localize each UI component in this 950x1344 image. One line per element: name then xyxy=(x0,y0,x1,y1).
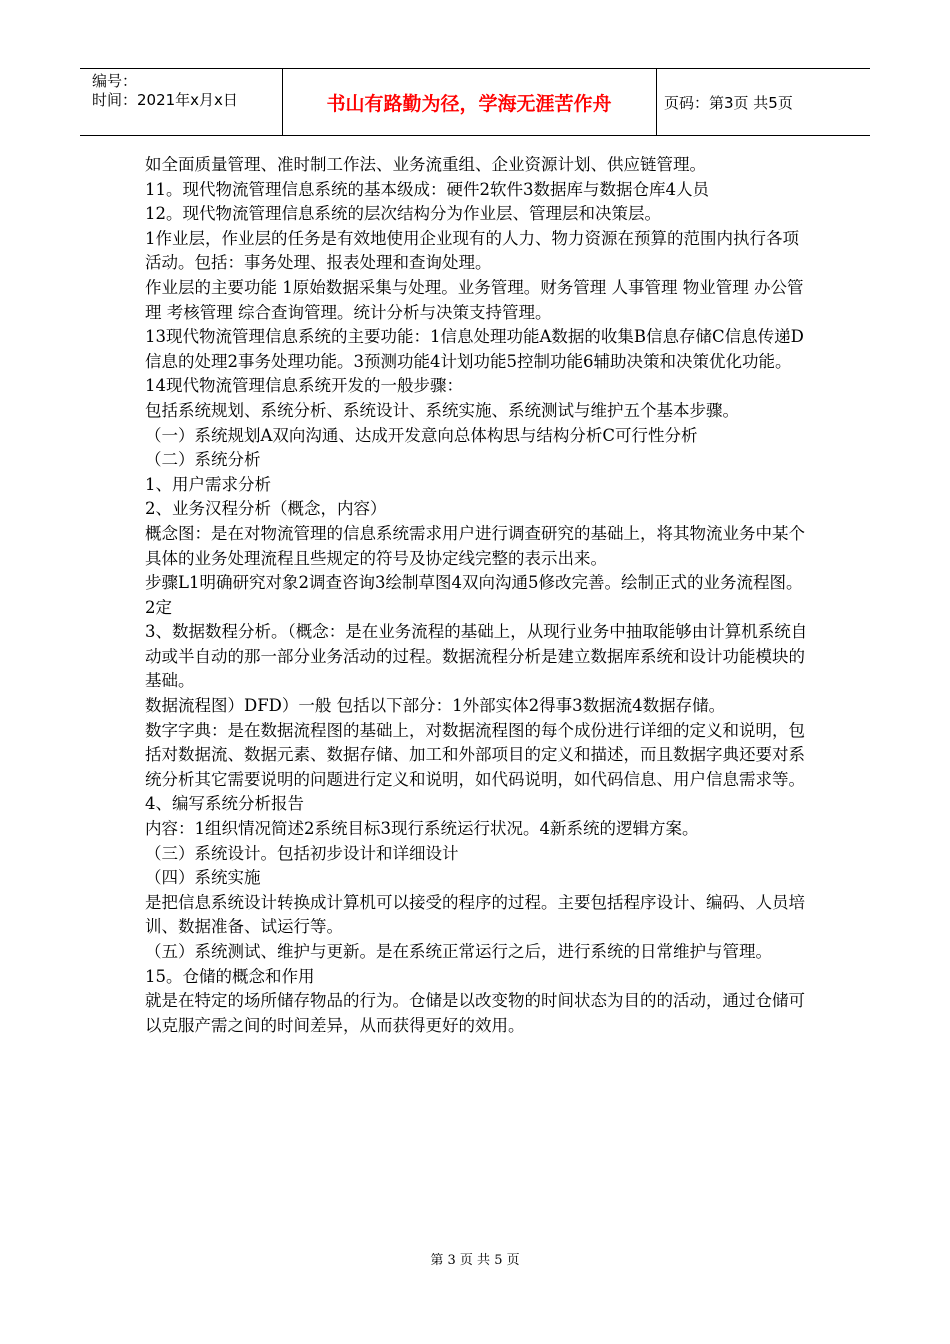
paragraph: 2定 xyxy=(145,597,172,617)
paragraph: 包括系统规划、系统分析、系统设计、系统实施、系统测试与维护五个基本步骤。 xyxy=(145,400,739,420)
paragraph: 3、数据数程分析。（概念：是在业务流程的基础上，从现行业务中抽取能够由计算机系统自动或半自动的那一部分业务活动的过程。数据流程分析是建立数据库系统和设计功能模块的基础。 xyxy=(145,622,808,691)
paragraph: 数字字典：是在数据流程图的基础上，对数据流程图的每个成份进行详细的定义和说明，包括对数据流、数据元素、数据存储、加工和外部项目的定义和描述，而且数据字典还要对系统分析其它需要说明的问题进行定义和说明，如代码说明，如代码信息、用户信息需求等。 xyxy=(145,720,805,789)
document-body xyxy=(145,153,810,1038)
header-motto: 书山有路勤为径，学海无涯苦作舟 xyxy=(326,93,612,115)
paragraph: （四）系统实施 xyxy=(145,868,261,888)
paragraph: 13现代物流管理信息系统的主要功能：1信息处理功能A数据的收集B信息存储C信息传递D信息的处理2事务处理功能。3预测功能4计划功能5控制功能6辅助决策和决策优化功能。 xyxy=(145,327,804,371)
paragraph: 内容：1组织情况简述2系统目标3现行系统运行状况。4新系统的逻辑方案。 xyxy=(145,819,699,839)
paragraph: 14现代物流管理信息系统开发的一般步骤： xyxy=(145,376,463,396)
paragraph: 数据流程图）DFD）一般 包括以下部分：1外部实体2得事3数据流4数据存储。 xyxy=(145,696,726,716)
paragraph: 就是在特定的场所储存物品的行为。仓储是以改变物的时间状态为目的的活动，通过仓储可以克服产需之间的时间差异，从而获得更好的效用。 xyxy=(145,991,805,1035)
header-divider-right xyxy=(656,68,657,135)
paragraph: 作业层的主要功能 1原始数据采集与处理。业务管理。财务管理 人事管理 物业管理 办公管理 考核管理 综合查询管理。统计分析与决策支持管理。 xyxy=(145,277,804,322)
paragraph: 步骤L1明确研究对象2调查咨询3绘制草图4双向沟通5修改完善。绘制正式的业务流程图。 xyxy=(145,573,803,593)
paragraph: 是把信息系统设计转换成计算机可以接受的程序的过程。主要包括程序设计、编码、人员培训、数据准备、试运行等。 xyxy=(145,892,805,937)
paragraph: 2、业务汉程分析（概念，内容） xyxy=(145,499,387,519)
paragraph: 4、编写系统分析报告 xyxy=(145,794,304,814)
paragraph: （一）系统规划A双向沟通、达成开发意向总体构思与结构分析C可行性分析 xyxy=(145,425,698,445)
paragraph: 11。现代物流管理信息系统的基本级成：硬件2软件3数据库与数据仓库4人员 xyxy=(145,179,709,199)
paragraph: 15。仓储的概念和作用 xyxy=(145,966,315,986)
header-top-rule xyxy=(80,68,870,69)
paragraph: （三）系统设计。包括初步设计和详细设计 xyxy=(145,843,459,863)
paragraph: 12。现代物流管理信息系统的层次结构分为作业层、管理层和决策层。 xyxy=(145,204,661,224)
header-bottom-rule xyxy=(80,135,870,136)
header-page-label: 页码：第3页 共5页 xyxy=(664,94,793,112)
paragraph: 概念图：是在对物流管理的信息系统需求用户进行调查研究的基础上，将其物流业务中某个具体的业务处理流程且些规定的符号及协定线完整的表示出来。 xyxy=(145,523,805,568)
paragraph: 1、用户需求分析 xyxy=(145,474,271,494)
paragraph: 1作业层，作业层的任务是有效地使用企业现有的人力、物力资源在预算的范围内执行各项活动。包括：事务处理、报表处理和查询处理。 xyxy=(145,228,799,273)
paragraph: 如全面质量管理、准时制工作法、业务流重组、企业资源计划、供应链管理。 xyxy=(145,155,706,174)
paragraph: （五）系统测试、维护与更新。是在系统正常运行之后，进行系统的日常维护与管理。 xyxy=(145,942,772,961)
footer-page-number: 第 3 页 共 5 页 xyxy=(430,1253,520,1268)
paragraph: （二）系统分析 xyxy=(145,450,261,470)
header-date-label: 时间：2021年x月x日 xyxy=(92,91,238,109)
header-number-label: 编号： xyxy=(92,72,138,90)
